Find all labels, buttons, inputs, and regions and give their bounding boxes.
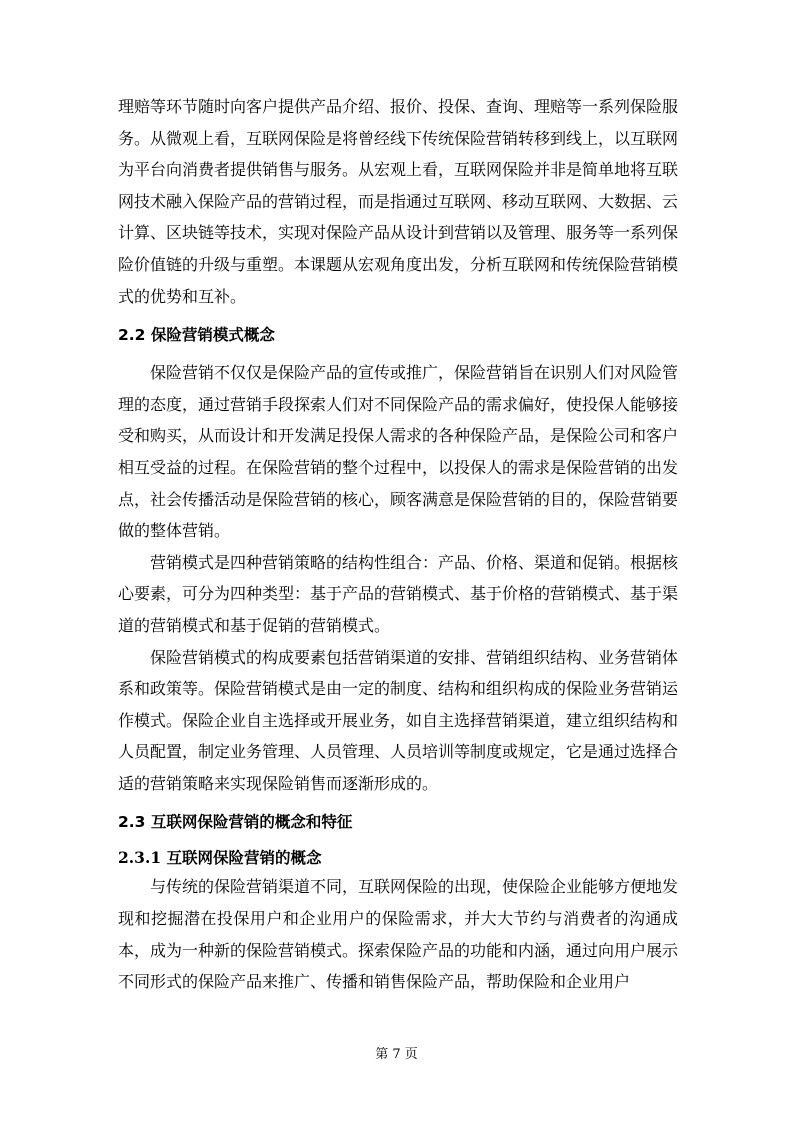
section-2-2-heading: 2.2 保险营销模式概念 xyxy=(118,326,275,345)
paragraph-1: 理赔等环节随时向客户提供产品介绍、报价、投保、查询、理赔等一系列保险服务。从微观上看，互联网保险是将曾经线下传统保险营销转移到线上，以互联网为平台向消费者提供销售与服务。从宏观上看，互联网保险并非是简单地将互联网技术融入保险产品的营销过程，而是指通过互联网、移动互联网、大数据、云计算、区块链等技术，实现对保险产品从设计到营销以及管理、服务等一系列保险价值链的升级与重塑。本课题从宏观角度出发，分析互联网和传统保险营销模式的优势和互补。 xyxy=(118,97,679,306)
section-2-3-heading: 2.3 互联网保险营销的概念和特征 xyxy=(118,813,353,832)
paragraph-2: 保险营销不仅仅是保险产品的宣传或推广，保险营销旨在识别人们对风险管理的态度，通过营销手段探索人们对不同保险产品的需求偏好，使投保人能够接受和购买，从而设计和开发满足投保人需求的各种保险产品，是保险公司和客户相互受益的过程。在保险营销的整个过程中，以投保人的需求是保险营销的出发点，社会传播活动是保险营销的核心，顾客满意是保险营销的目的，保险营销要做的整体营销。 xyxy=(118,363,679,541)
paragraph-5: 与传统的保险营销渠道不同，互联网保险的出现，使保险企业能够方便地发现和挖掘潜在投保用户和企业用户的保险需求，并大大节约与消费者的沟通成本，成为一种新的保险营销模式。探索保险产品的功能和内涵，通过向用户展示不同形式的保险产品来推广、传播和销售保险产品，帮助保险和企业用户 xyxy=(118,877,679,992)
paragraph-3: 营销模式是四种营销策略的结构性组合：产品、价格、渠道和促销。根据核心要素，可分为四种类型：基于产品的营销模式、基于价格的营销模式、基于渠道的营销模式和基于促销的营销模式。 xyxy=(118,552,679,635)
document-body xyxy=(118,91,678,998)
paragraph-4: 保险营销模式的构成要素包括营销渠道的安排、营销组织结构、业务营销体系和政策等。保险营销模式是由一定的制度、结构和组织构成的保险业务营销运作模式。保险企业自主选择或开展业务，如自主选择营销渠道，建立组织结构和人员配置，制定业务管理、人员管理、人员培训等制度或规定，它是通过选择合适的营销策略来实现保险销售而逐渐形成的。 xyxy=(118,647,679,793)
page-number: 第 7 页 xyxy=(375,1047,418,1062)
section-2-3-1-heading: 2.3.1 互联网保险营销的概念 xyxy=(118,848,322,868)
